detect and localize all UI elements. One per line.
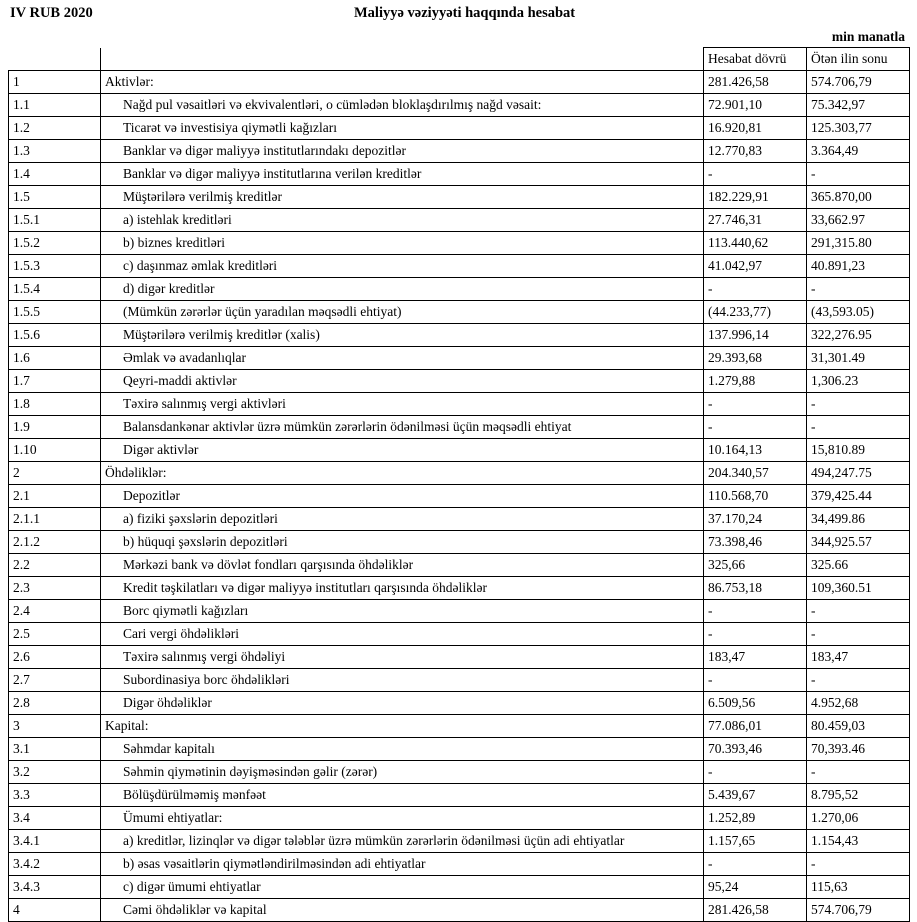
- row-number: 2: [9, 462, 101, 485]
- row-value-previous: 1,306.23: [807, 370, 910, 393]
- table-row: [9, 278, 910, 301]
- table-row: [9, 853, 910, 876]
- header-cell-previous: Ötən ilin sonu: [807, 48, 910, 71]
- row-label: Bölüşdürülməmiş mənfəət: [101, 784, 704, 807]
- row-value-current: (44.233,77): [704, 301, 807, 324]
- table-row: [9, 531, 910, 554]
- row-number: 1.3: [9, 140, 101, 163]
- row-value-current: -: [704, 853, 807, 876]
- table-row: [9, 416, 910, 439]
- row-value-current: -: [704, 669, 807, 692]
- row-label: b) əsas vəsaitlərin qiymətləndirilməsindən adi ehtiyatlar: [101, 853, 704, 876]
- row-label: Təxirə salınmış vergi aktivləri: [101, 393, 704, 416]
- row-number: 1.5.1: [9, 209, 101, 232]
- row-number: 1.2: [9, 117, 101, 140]
- row-number: 3.1: [9, 738, 101, 761]
- table-row: [9, 255, 910, 278]
- row-value-current: 281.426,58: [704, 71, 807, 94]
- row-number: 1.5.2: [9, 232, 101, 255]
- row-value-current: 70.393,46: [704, 738, 807, 761]
- header-cell-no: [9, 48, 101, 71]
- row-number: 3.4.3: [9, 876, 101, 899]
- row-number: 1.7: [9, 370, 101, 393]
- row-value-current: 10.164,13: [704, 439, 807, 462]
- row-label: a) fiziki şəxslərin depozitləri: [101, 508, 704, 531]
- row-value-current: 72.901,10: [704, 94, 807, 117]
- document-header: [8, 0, 909, 27]
- row-number: 1.5.6: [9, 324, 101, 347]
- table-row: [9, 301, 910, 324]
- table-row: [9, 876, 910, 899]
- row-value-previous: 1.270,06: [807, 807, 910, 830]
- table-row: [9, 669, 910, 692]
- row-value-previous: 4.952,68: [807, 692, 910, 715]
- row-value-current: 1.157,65: [704, 830, 807, 853]
- row-value-current: 29.393,68: [704, 347, 807, 370]
- row-value-previous: -: [807, 163, 910, 186]
- row-value-current: 12.770,83: [704, 140, 807, 163]
- units-label: min manatla: [831, 29, 905, 44]
- row-label: Öhdəliklər:: [101, 462, 704, 485]
- row-label: b) hüquqi şəxslərin depozitləri: [101, 531, 704, 554]
- row-label: Banklar və digər maliyyə institutlarına verilən kreditlər: [101, 163, 704, 186]
- row-value-current: -: [704, 416, 807, 439]
- header-cell-current: Hesabat dövrü: [704, 48, 807, 71]
- row-value-current: 182.229,91: [704, 186, 807, 209]
- row-value-previous: 325.66: [807, 554, 910, 577]
- row-label: Ticarət və investisiya qiymətli kağızları: [101, 117, 704, 140]
- row-value-current: -: [704, 623, 807, 646]
- row-number: 2.4: [9, 600, 101, 623]
- row-label: Səhmdar kapitalı: [101, 738, 704, 761]
- table-row: [9, 393, 910, 416]
- row-number: 2.8: [9, 692, 101, 715]
- table-row: [9, 830, 910, 853]
- table-row: [9, 577, 910, 600]
- row-value-previous: 322,276.95: [807, 324, 910, 347]
- row-value-current: 183,47: [704, 646, 807, 669]
- row-value-current: 37.170,24: [704, 508, 807, 531]
- row-number: 3.4.1: [9, 830, 101, 853]
- row-label: d) digər kreditlər: [101, 278, 704, 301]
- financial-position-table: [8, 47, 910, 922]
- row-label: Subordinasiya borc öhdəlikləri: [101, 669, 704, 692]
- row-value-current: 73.398,46: [704, 531, 807, 554]
- row-value-previous: 115,63: [807, 876, 910, 899]
- row-label: Banklar və digər maliyyə institutlarındakı depozitlər: [101, 140, 704, 163]
- row-number: 1.5: [9, 186, 101, 209]
- row-number: 2.1: [9, 485, 101, 508]
- row-value-previous: -: [807, 853, 910, 876]
- row-value-previous: 3.364,49: [807, 140, 910, 163]
- table-row: [9, 462, 910, 485]
- row-value-current: 16.920,81: [704, 117, 807, 140]
- row-value-current: -: [704, 163, 807, 186]
- row-value-previous: 494,247.75: [807, 462, 910, 485]
- table-row: [9, 485, 910, 508]
- row-label: Digər öhdəliklər: [101, 692, 704, 715]
- row-value-current: 86.753,18: [704, 577, 807, 600]
- row-number: 1: [9, 71, 101, 94]
- row-value-current: -: [704, 393, 807, 416]
- row-value-current: -: [704, 600, 807, 623]
- reporting-period: IV RUB 2020: [10, 5, 93, 21]
- table-row: [9, 623, 910, 646]
- row-value-previous: -: [807, 278, 910, 301]
- table-row: [9, 784, 910, 807]
- table-row: [9, 163, 910, 186]
- row-label: Müştərilərə verilmiş kreditlər (xalis): [101, 324, 704, 347]
- row-label: Kredit təşkilatları və digər maliyyə institutları qarşısında öhdəliklər: [101, 577, 704, 600]
- row-number: 3.2: [9, 761, 101, 784]
- row-value-previous: 365.870,00: [807, 186, 910, 209]
- row-value-previous: 574.706,79: [807, 71, 910, 94]
- row-value-previous: 125.303,77: [807, 117, 910, 140]
- row-label: Digər aktivlər: [101, 439, 704, 462]
- row-value-current: 27.746,31: [704, 209, 807, 232]
- table-row: [9, 738, 910, 761]
- table-row: [9, 232, 910, 255]
- row-label: Müştərilərə verilmiş kreditlər: [101, 186, 704, 209]
- row-value-previous: 291,315.80: [807, 232, 910, 255]
- row-label: Kapital:: [101, 715, 704, 738]
- header-cell-name: [101, 48, 704, 71]
- table-row: [9, 439, 910, 462]
- table-row: [9, 508, 910, 531]
- table-row: [9, 554, 910, 577]
- row-number: 1.9: [9, 416, 101, 439]
- row-number: 2.2: [9, 554, 101, 577]
- row-value-previous: 33,662.97: [807, 209, 910, 232]
- row-value-previous: 109,360.51: [807, 577, 910, 600]
- row-number: 1.4: [9, 163, 101, 186]
- table-row: [9, 94, 910, 117]
- row-value-previous: -: [807, 623, 910, 646]
- row-value-previous: -: [807, 761, 910, 784]
- row-value-current: 1.252,89: [704, 807, 807, 830]
- row-number: 2.3: [9, 577, 101, 600]
- row-value-current: -: [704, 278, 807, 301]
- row-number: 1.1: [9, 94, 101, 117]
- table-row: [9, 117, 910, 140]
- row-value-previous: 15,810.89: [807, 439, 910, 462]
- table-row: [9, 899, 910, 922]
- row-label: Cari vergi öhdəlikləri: [101, 623, 704, 646]
- table-row: [9, 646, 910, 669]
- row-label: Səhmin qiymətinin dəyişməsindən gəlir (zərər): [101, 761, 704, 784]
- page-title: Maliyyə vəziyyəti haqqında hesabat: [354, 5, 576, 21]
- row-value-current: 41.042,97: [704, 255, 807, 278]
- row-value-previous: 379,425.44: [807, 485, 910, 508]
- row-number: 3.4: [9, 807, 101, 830]
- row-value-previous: 75.342,97: [807, 94, 910, 117]
- row-label: Aktivlər:: [101, 71, 704, 94]
- row-number: 3.3: [9, 784, 101, 807]
- row-label: Nağd pul vəsaitləri və ekvivalentləri, o cümlədən bloklaşdırılmış nağd vəsait:: [101, 94, 704, 117]
- row-number: 1.5.3: [9, 255, 101, 278]
- table-row: [9, 324, 910, 347]
- row-number: 1.8: [9, 393, 101, 416]
- row-label: Ümumi ehtiyatlar:: [101, 807, 704, 830]
- row-value-previous: 574.706,79: [807, 899, 910, 922]
- row-label: c) daşınmaz əmlak kreditləri: [101, 255, 704, 278]
- row-label: c) digər ümumi ehtiyatlar: [101, 876, 704, 899]
- row-value-current: 204.340,57: [704, 462, 807, 485]
- row-value-current: -: [704, 761, 807, 784]
- row-label: Mərkəzi bank və dövlət fondları qarşısında öhdəliklər: [101, 554, 704, 577]
- table-row: [9, 807, 910, 830]
- row-value-previous: 34,499.86: [807, 508, 910, 531]
- row-number: 2.6: [9, 646, 101, 669]
- row-value-current: 6.509,56: [704, 692, 807, 715]
- row-number: 2.5: [9, 623, 101, 646]
- table-row: [9, 140, 910, 163]
- row-value-previous: -: [807, 600, 910, 623]
- row-value-current: 281.426,58: [704, 899, 807, 922]
- row-number: 4: [9, 899, 101, 922]
- table-row: [9, 347, 910, 370]
- row-value-previous: -: [807, 416, 910, 439]
- row-value-previous: 31,301.49: [807, 347, 910, 370]
- row-value-current: 113.440,62: [704, 232, 807, 255]
- row-value-previous: 344,925.57: [807, 531, 910, 554]
- row-value-previous: 1.154,43: [807, 830, 910, 853]
- row-number: 1.10: [9, 439, 101, 462]
- table-header-row: [9, 48, 910, 71]
- row-value-current: 110.568,70: [704, 485, 807, 508]
- row-label: a) kreditlər, lizinqlər və digər tələblər üzrə mümkün zərərlərin ödənilməsi üçün adi ehtiyatlar: [101, 830, 704, 853]
- table-row: [9, 715, 910, 738]
- row-label: Qeyri-maddi aktivlər: [101, 370, 704, 393]
- row-value-previous: 80.459,03: [807, 715, 910, 738]
- row-label: Təxirə salınmış vergi öhdəliyi: [101, 646, 704, 669]
- row-label: Əmlak və avadanlıqlar: [101, 347, 704, 370]
- row-value-previous: (43,593.05): [807, 301, 910, 324]
- table-row: [9, 761, 910, 784]
- row-value-current: 77.086,01: [704, 715, 807, 738]
- row-value-current: 95,24: [704, 876, 807, 899]
- row-number: 1.6: [9, 347, 101, 370]
- row-number: 2.7: [9, 669, 101, 692]
- table-row: [9, 186, 910, 209]
- row-number: 1.5.4: [9, 278, 101, 301]
- table-row: [9, 370, 910, 393]
- row-value-previous: 40.891,23: [807, 255, 910, 278]
- row-value-current: 137.996,14: [704, 324, 807, 347]
- row-number: 1.5.5: [9, 301, 101, 324]
- row-number: 3: [9, 715, 101, 738]
- row-number: 2.1.1: [9, 508, 101, 531]
- row-value-previous: -: [807, 669, 910, 692]
- row-value-previous: 183,47: [807, 646, 910, 669]
- row-number: 3.4.2: [9, 853, 101, 876]
- row-value-previous: -: [807, 393, 910, 416]
- table-row: [9, 600, 910, 623]
- table-row: [9, 209, 910, 232]
- row-label: (Mümkün zərərlər üçün yaradılan məqsədli ehtiyat): [101, 301, 704, 324]
- row-label: Borc qiymətli kağızları: [101, 600, 704, 623]
- row-label: Depozitlər: [101, 485, 704, 508]
- row-value-current: 5.439,67: [704, 784, 807, 807]
- row-label: Balansdankənar aktivlər üzrə mümkün zərərlərin ödənilməsi üçün məqsədli ehtiyat: [101, 416, 704, 439]
- row-number: 2.1.2: [9, 531, 101, 554]
- row-value-previous: 8.795,52: [807, 784, 910, 807]
- row-value-previous: 70,393.46: [807, 738, 910, 761]
- row-value-current: 325,66: [704, 554, 807, 577]
- row-label: b) biznes kreditləri: [101, 232, 704, 255]
- table-row: [9, 692, 910, 715]
- row-value-current: 1.279,88: [704, 370, 807, 393]
- row-label: Cəmi öhdəliklər və kapital: [101, 899, 704, 922]
- row-label: a) istehlak kreditləri: [101, 209, 704, 232]
- table-row: [9, 71, 910, 94]
